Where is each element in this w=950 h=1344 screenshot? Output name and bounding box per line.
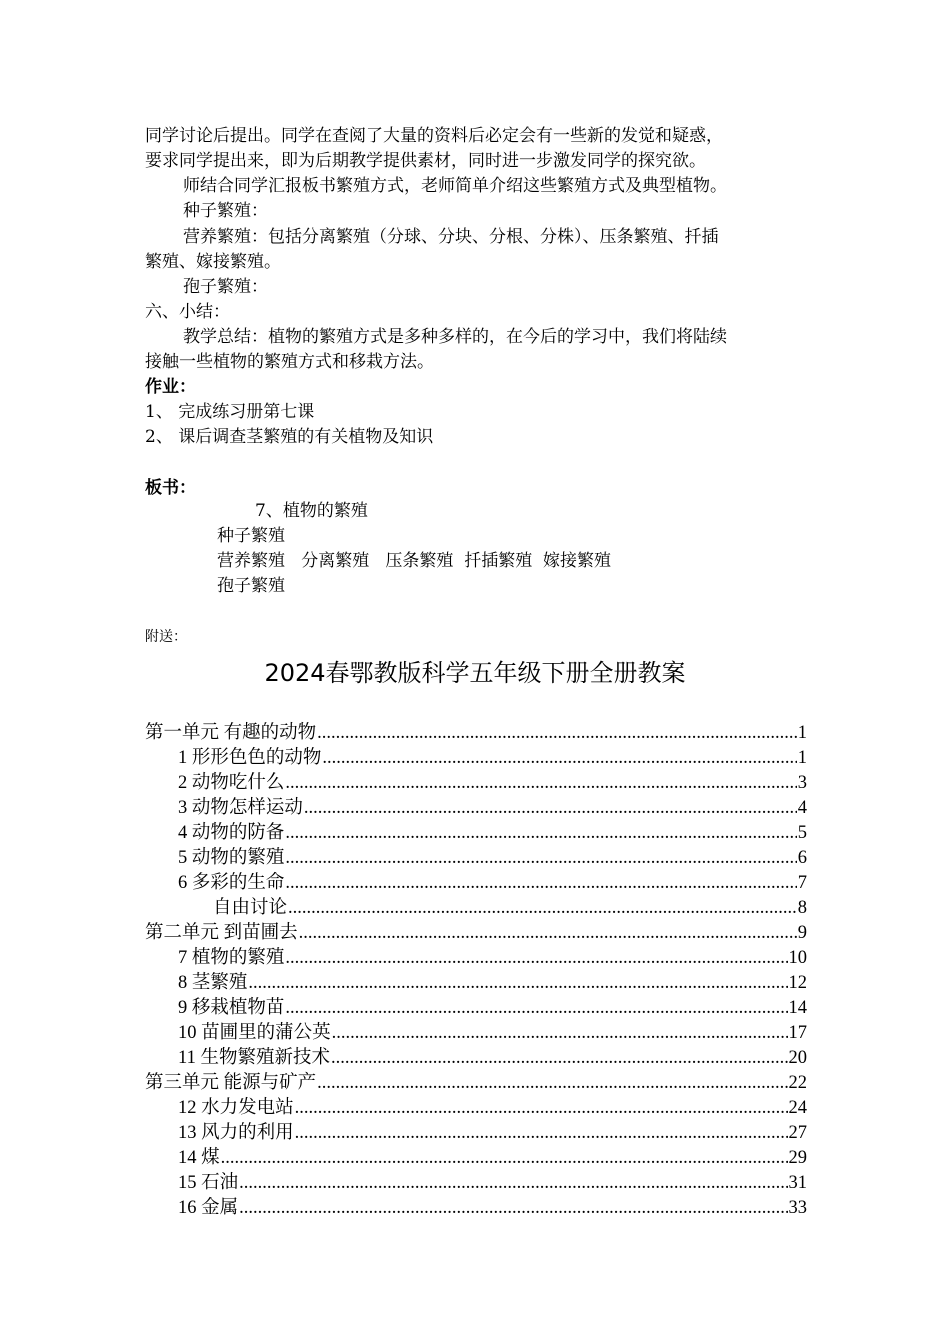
toc-entry[interactable] — [145, 1196, 807, 1221]
toc-leader-dots — [239, 1171, 787, 1196]
toc-entry-page: 1 — [797, 723, 807, 743]
toc-entry-page: 33 — [788, 1198, 807, 1218]
toc-entry[interactable] — [145, 971, 807, 996]
body-line: 教学总结：植物的繁殖方式是多种多样的，在今后的学习中，我们将陆续 — [183, 327, 727, 347]
toc-entry-page: 4 — [797, 798, 807, 818]
homework-heading: 作业： — [145, 377, 196, 397]
toc-entry[interactable] — [145, 921, 807, 946]
body-line: 师结合同学汇报板书繁殖方式，老师简单介绍这些繁殖方式及典型植物。 — [183, 176, 727, 196]
toc-leader-dots — [299, 921, 797, 946]
toc-entry-label: 10 苗圃里的蒲公英 — [178, 1023, 331, 1043]
document-title: 2024春鄂教版科学五年级下册全册教案 — [264, 659, 686, 687]
toc-entry-label: 自由讨论 — [213, 898, 288, 918]
toc-entry-page: 8 — [797, 898, 807, 918]
toc-entry-label: 5 动物的繁殖 — [178, 848, 285, 868]
toc-entry-page: 3 — [797, 773, 807, 793]
toc-leader-dots — [285, 871, 796, 896]
board-heading: 板书： — [145, 478, 196, 498]
toc-entry[interactable] — [145, 996, 807, 1021]
toc-leader-dots — [295, 1096, 788, 1121]
toc-entry[interactable] — [145, 846, 807, 871]
toc-entry-page: 31 — [788, 1173, 807, 1193]
toc-entry-label: 6 多彩的生命 — [178, 873, 285, 893]
toc-entry[interactable] — [145, 721, 807, 746]
toc-entry-label: 15 石油 — [178, 1173, 239, 1193]
toc-entry[interactable] — [145, 746, 807, 771]
toc-entry[interactable] — [145, 771, 807, 796]
toc-entry-label: 1 形形色色的动物 — [178, 748, 322, 768]
toc-entry-label: 16 金属 — [178, 1198, 239, 1218]
toc-entry[interactable] — [145, 1171, 807, 1196]
toc-leader-dots — [285, 771, 796, 796]
toc-entry[interactable] — [145, 896, 807, 921]
toc-leader-dots — [285, 996, 787, 1021]
toc-leader-dots — [331, 1046, 788, 1071]
toc-entry[interactable] — [145, 871, 807, 896]
toc-entry-label: 第一单元 有趣的动物 — [145, 723, 317, 743]
toc-entry-label: 9 移栽植物苗 — [178, 998, 285, 1018]
toc-entry-label: 12 水力发电站 — [178, 1098, 294, 1118]
toc-entry-page: 5 — [797, 823, 807, 843]
homework-item: 1、 完成练习册第七课 — [145, 402, 315, 422]
toc-leader-dots — [248, 971, 787, 996]
toc-entry-page: 7 — [797, 873, 807, 893]
toc-entry[interactable] — [145, 1121, 807, 1146]
toc-leader-dots — [288, 896, 797, 921]
toc-entry-page: 29 — [788, 1148, 807, 1168]
toc-entry-page: 12 — [788, 973, 807, 993]
toc-leader-dots — [317, 1071, 787, 1096]
toc-entry[interactable] — [145, 946, 807, 971]
toc-entry[interactable] — [145, 1046, 807, 1071]
appendix-label: 附送： — [145, 629, 187, 645]
toc-entry-page: 6 — [797, 848, 807, 868]
toc-entry-label: 2 动物吃什么 — [178, 773, 285, 793]
toc-entry-label: 8 茎繁殖 — [178, 973, 248, 993]
body-line: 繁殖、嫁接繁殖。 — [145, 252, 281, 272]
toc-leader-dots — [304, 796, 797, 821]
toc-leader-dots — [322, 746, 796, 771]
toc-leader-dots — [285, 946, 787, 971]
toc-entry-label: 第二单元 到苗圃去 — [145, 923, 298, 943]
toc-leader-dots — [317, 721, 797, 746]
body-line: 要求同学提出来，即为后期教学提供素材，同时进一步激发同学的探究欲。 — [145, 151, 706, 171]
toc-entry-page: 24 — [788, 1098, 807, 1118]
toc-entry-page: 1 — [797, 748, 807, 768]
toc-entry-page: 10 — [788, 948, 807, 968]
board-line: 营养繁殖 分离繁殖 压条繁殖 扦插繁殖 嫁接繁殖 — [217, 551, 612, 571]
toc-entry-label: 4 动物的防备 — [178, 823, 285, 843]
body-line: 六、小结： — [145, 302, 230, 322]
toc-leader-dots — [295, 1121, 788, 1146]
toc-entry-label: 7 植物的繁殖 — [178, 948, 285, 968]
board-line: 种子繁殖 — [217, 526, 285, 546]
toc-entry[interactable] — [145, 1096, 807, 1121]
table-of-contents — [145, 721, 807, 1221]
toc-entry-page: 20 — [788, 1048, 807, 1068]
toc-entry-page: 9 — [797, 923, 807, 943]
toc-entry[interactable] — [145, 1071, 807, 1096]
toc-entry[interactable] — [145, 821, 807, 846]
body-line: 孢子繁殖： — [183, 277, 268, 297]
body-line: 种子繁殖： — [183, 201, 268, 221]
body-line: 接触一些植物的繁殖方式和移栽方法。 — [145, 352, 434, 372]
toc-entry-page: 17 — [788, 1023, 807, 1043]
homework-item: 2、 课后调查茎繁殖的有关植物及知识 — [145, 427, 434, 447]
toc-entry-page: 22 — [788, 1073, 807, 1093]
toc-leader-dots — [221, 1146, 788, 1171]
toc-entry-page: 27 — [788, 1123, 807, 1143]
toc-entry[interactable] — [145, 1021, 807, 1046]
toc-entry-label: 第三单元 能源与矿产 — [145, 1073, 317, 1093]
toc-entry[interactable] — [145, 1146, 807, 1171]
body-line: 营养繁殖：包括分离繁殖（分球、分块、分根、分株）、压条繁殖、扦插 — [183, 227, 719, 247]
toc-entry-label: 13 风力的利用 — [178, 1123, 294, 1143]
toc-entry-label: 11 生物繁殖新技术 — [178, 1048, 330, 1068]
toc-entry-label: 14 煤 — [178, 1148, 220, 1168]
toc-leader-dots — [239, 1196, 787, 1221]
toc-entry-label: 3 动物怎样运动 — [178, 798, 303, 818]
body-line: 同学讨论后提出。同学在查阅了大量的资料后必定会有一些新的发觉和疑惑， — [145, 126, 723, 146]
board-title: 7、植物的繁殖 — [255, 501, 368, 521]
board-line: 孢子繁殖 — [217, 576, 285, 596]
toc-entry[interactable] — [145, 796, 807, 821]
toc-leader-dots — [285, 821, 796, 846]
toc-leader-dots — [285, 846, 796, 871]
toc-leader-dots — [332, 1021, 788, 1046]
toc-entry-page: 14 — [788, 998, 807, 1018]
